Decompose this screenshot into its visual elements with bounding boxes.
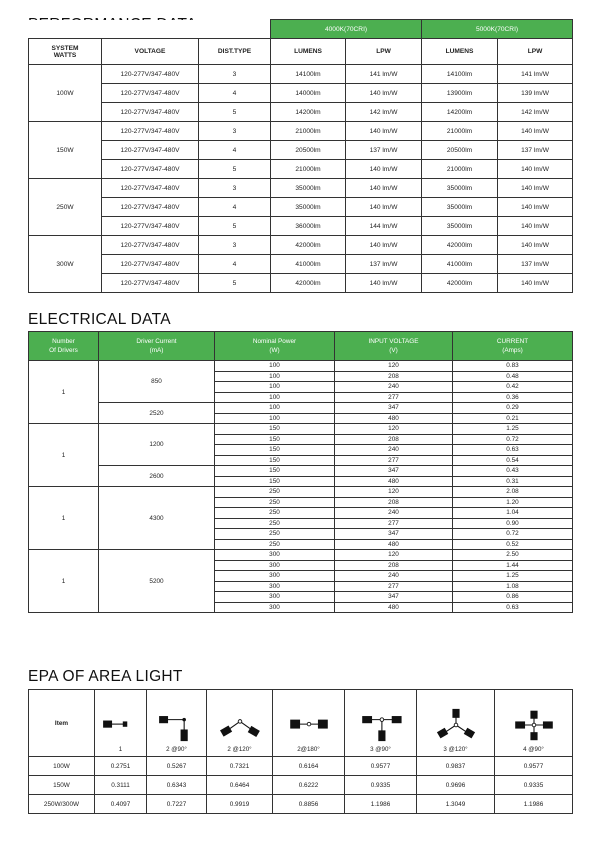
epa-value-cell: 0.6222 (273, 776, 345, 795)
performance-cell: 42000lm (271, 274, 346, 293)
epa-value-cell: 0.4097 (95, 795, 147, 814)
epa-config-label: 2 @120° (227, 746, 252, 753)
performance-row (29, 160, 573, 179)
electrical-cell: 250 (215, 539, 335, 550)
epa-config-label: 4 @90° (523, 746, 544, 753)
electrical-cell: 1.08 (453, 581, 573, 592)
performance-cell: 120-277V/347-480V (102, 236, 199, 255)
electrical-cell: 0.63 (453, 602, 573, 613)
performance-cell: 3 (199, 122, 271, 141)
epa-config-label: 3 @90° (370, 746, 391, 753)
system-watts-cell: 100W (29, 65, 102, 122)
performance-cell: 120-277V/347-480V (102, 65, 199, 84)
electrical-cell: 277 (335, 518, 453, 529)
epa-value-cell: 0.9335 (345, 776, 417, 795)
performance-cell: 14200lm (271, 103, 346, 122)
performance-cell: 42000lm (271, 236, 346, 255)
epa-config-label: 2@180° (297, 746, 320, 753)
performance-cell: 4 (199, 84, 271, 103)
performance-row (29, 255, 573, 274)
electrical-row (29, 550, 573, 561)
epa-item-header: Item (29, 690, 95, 757)
epa-value-cell: 0.9577 (345, 757, 417, 776)
epa-icon-row (29, 690, 573, 757)
electrical-cell: 1.25 (453, 424, 573, 435)
performance-cell: 140 lm/W (498, 236, 573, 255)
epa-value-cell: 0.5267 (147, 757, 207, 776)
performance-cell: 137 lm/W (346, 255, 422, 274)
performance-cell: 141 lm/W (498, 65, 573, 84)
electrical-cell: 100 (215, 382, 335, 393)
performance-cell: 35000lm (271, 198, 346, 217)
performance-cell: 140 lm/W (346, 179, 422, 198)
performance-column-header: LUMENS (422, 39, 498, 65)
epa-item-cell: 150W (29, 776, 95, 795)
performance-cell: 120-277V/347-480V (102, 217, 199, 236)
electrical-cell: 0.21 (453, 413, 573, 424)
electrical-cell: 250 (215, 497, 335, 508)
epa-config-label: 1 (118, 746, 123, 753)
electrical-cell: 120 (335, 424, 453, 435)
electrical-cell: 150 (215, 434, 335, 445)
electrical-row (29, 403, 573, 414)
epa-config-label: 2 @90° (166, 746, 187, 753)
performance-cell: 3 (199, 179, 271, 198)
performance-column-header: LPW (346, 39, 422, 65)
electrical-cell: 240 (335, 571, 453, 582)
performance-cell: 13900lm (422, 84, 498, 103)
electrical-cell: 120 (335, 487, 453, 498)
electrical-cell: 150 (215, 466, 335, 477)
system-watts-cell: 250W (29, 179, 102, 236)
electrical-cell: 120 (335, 550, 453, 561)
electrical-cell: 0.36 (453, 392, 573, 403)
epa-value-cell: 1.1986 (345, 795, 417, 814)
performance-cell: 140 lm/W (498, 179, 573, 198)
performance-row (29, 198, 573, 217)
performance-cell: 120-277V/347-480V (102, 84, 199, 103)
electrical-cell: 2.50 (453, 550, 573, 561)
epa-value-cell: 0.2751 (95, 757, 147, 776)
electrical-cell: 0.29 (453, 403, 573, 414)
electrical-cell: 150 (215, 455, 335, 466)
electrical-cell: 347 (335, 466, 453, 477)
performance-cell: 140 lm/W (346, 160, 422, 179)
performance-cell: 35000lm (422, 179, 498, 198)
electrical-cell: 250 (215, 529, 335, 540)
performance-cell: 140 lm/W (346, 122, 422, 141)
performance-cell: 120-277V/347-480V (102, 160, 199, 179)
three-at-90-icon (345, 708, 416, 742)
electrical-cell: 1.44 (453, 560, 573, 571)
performance-row (29, 122, 573, 141)
performance-cell: 42000lm (422, 274, 498, 293)
electrical-row (29, 424, 573, 435)
performance-cell: 140 lm/W (346, 84, 422, 103)
epa-config-cell (207, 690, 273, 757)
performance-cell: 41000lm (422, 255, 498, 274)
electrical-cell: 240 (335, 445, 453, 456)
electrical-cell: 0.42 (453, 382, 573, 393)
electrical-cell: 0.52 (453, 539, 573, 550)
epa-value-cell: 0.9837 (417, 757, 495, 776)
performance-row (29, 103, 573, 122)
electrical-cell: 300 (215, 602, 335, 613)
electrical-column-header: Number Of Drivers (29, 332, 99, 361)
performance-cell: 5 (199, 103, 271, 122)
performance-cell: 14100lm (422, 65, 498, 84)
epa-value-cell: 0.9696 (417, 776, 495, 795)
electrical-cell: 250 (215, 518, 335, 529)
performance-cell: 137 lm/W (346, 141, 422, 160)
electrical-cell: 208 (335, 371, 453, 382)
two-at-120-icon (207, 708, 272, 742)
electrical-cell: 300 (215, 581, 335, 592)
electrical-cell: 150 (215, 424, 335, 435)
epa-row (29, 776, 573, 795)
performance-cell: 142 lm/W (498, 103, 573, 122)
electrical-cell: 208 (335, 497, 453, 508)
electrical-cell: 0.63 (453, 445, 573, 456)
electrical-cell: 120 (335, 361, 453, 372)
epa-value-cell: 0.7321 (207, 757, 273, 776)
performance-cell: 120-277V/347-480V (102, 198, 199, 217)
epa-row (29, 757, 573, 776)
performance-cell: 139 lm/W (498, 84, 573, 103)
performance-cell: 120-277V/347-480V (102, 141, 199, 160)
drivers-cell: 1 (29, 487, 99, 550)
two-at-90-icon (147, 708, 206, 742)
epa-config-cell (417, 690, 495, 757)
epa-table (28, 689, 573, 814)
driver-current-cell: 2600 (99, 466, 215, 487)
group-header-5000k: 5000K(70CRI) (422, 20, 573, 39)
epa-config-label: 3 @120° (443, 746, 468, 753)
performance-column-header: SYSTEM WATTS (29, 39, 102, 65)
electrical-cell: 100 (215, 361, 335, 372)
electrical-cell: 0.72 (453, 529, 573, 540)
epa-value-cell: 0.3111 (95, 776, 147, 795)
performance-cell: 21000lm (271, 160, 346, 179)
performance-cell: 140 lm/W (346, 198, 422, 217)
electrical-cell: 480 (335, 476, 453, 487)
electrical-cell: 240 (335, 382, 453, 393)
performance-cell: 5 (199, 274, 271, 293)
electrical-title: ELECTRICAL DATA (28, 311, 171, 328)
performance-cell: 144 lm/W (346, 217, 422, 236)
performance-cell: 20500lm (422, 141, 498, 160)
electrical-row (29, 361, 573, 372)
three-at-120-icon (417, 708, 494, 742)
performance-cell: 21000lm (422, 122, 498, 141)
electrical-cell: 1.25 (453, 571, 573, 582)
electrical-cell: 480 (335, 602, 453, 613)
two-at-180-icon (273, 708, 344, 742)
epa-value-cell: 0.8856 (273, 795, 345, 814)
electrical-cell: 240 (335, 508, 453, 519)
epa-value-cell: 0.7227 (147, 795, 207, 814)
performance-cell: 137 lm/W (498, 141, 573, 160)
electrical-cell: 1.20 (453, 497, 573, 508)
performance-cell: 3 (199, 65, 271, 84)
performance-cell: 140 lm/W (498, 122, 573, 141)
electrical-cell: 250 (215, 508, 335, 519)
performance-row (29, 274, 573, 293)
epa-value-cell: 0.9335 (495, 776, 573, 795)
performance-cell: 5 (199, 217, 271, 236)
electrical-cell: 150 (215, 476, 335, 487)
performance-column-header: LUMENS (271, 39, 346, 65)
electrical-cell: 480 (335, 539, 453, 550)
performance-cell: 120-277V/347-480V (102, 255, 199, 274)
electrical-cell: 0.31 (453, 476, 573, 487)
electrical-cell: 347 (335, 592, 453, 603)
performance-cell: 3 (199, 236, 271, 255)
electrical-column-header: CURRENT (Amps) (453, 332, 573, 361)
electrical-cell: 0.83 (453, 361, 573, 372)
electrical-cell: 300 (215, 550, 335, 561)
performance-column-header: LPW (498, 39, 573, 65)
electrical-cell: 100 (215, 413, 335, 424)
electrical-row (29, 487, 573, 498)
performance-cell: 36000lm (271, 217, 346, 236)
performance-cell: 4 (199, 198, 271, 217)
performance-column-header: DIST.TYPE (199, 39, 271, 65)
electrical-cell: 0.90 (453, 518, 573, 529)
performance-row (29, 217, 573, 236)
performance-cell: 14200lm (422, 103, 498, 122)
performance-cell: 21000lm (271, 122, 346, 141)
electrical-cell: 277 (335, 392, 453, 403)
performance-cell: 41000lm (271, 255, 346, 274)
electrical-cell: 250 (215, 487, 335, 498)
drivers-cell: 1 (29, 361, 99, 424)
electrical-cell: 100 (215, 403, 335, 414)
electrical-cell: 150 (215, 445, 335, 456)
electrical-column-header: Nominal Power (W) (215, 332, 335, 361)
electrical-table (28, 331, 573, 613)
electrical-cell: 347 (335, 529, 453, 540)
performance-column-header: VOLTAGE (102, 39, 199, 65)
electrical-cell: 347 (335, 403, 453, 414)
electrical-cell: 0.54 (453, 455, 573, 466)
performance-cell: 21000lm (422, 160, 498, 179)
performance-row (29, 179, 573, 198)
performance-cell: 35000lm (422, 217, 498, 236)
electrical-cell: 0.86 (453, 592, 573, 603)
group-header-4000k: 4000K(70CRI) (271, 20, 422, 39)
epa-config-cell (345, 690, 417, 757)
performance-cell: 4 (199, 141, 271, 160)
electrical-cell: 100 (215, 371, 335, 382)
electrical-cell: 208 (335, 560, 453, 571)
performance-cell: 140 lm/W (498, 217, 573, 236)
electrical-cell: 480 (335, 413, 453, 424)
electrical-row (29, 466, 573, 477)
performance-cell: 140 lm/W (346, 274, 422, 293)
performance-cell: 137 lm/W (498, 255, 573, 274)
drivers-cell: 1 (29, 424, 99, 487)
performance-cell: 4 (199, 255, 271, 274)
system-watts-cell: 150W (29, 122, 102, 179)
driver-current-cell: 5200 (99, 550, 215, 613)
electrical-cell: 1.04 (453, 508, 573, 519)
performance-cell: 120-277V/347-480V (102, 274, 199, 293)
four-at-90-icon (495, 708, 572, 742)
electrical-cell: 100 (215, 392, 335, 403)
epa-item-cell: 100W (29, 757, 95, 776)
performance-cell: 120-277V/347-480V (102, 103, 199, 122)
performance-cell: 5 (199, 160, 271, 179)
performance-cell: 20500lm (271, 141, 346, 160)
epa-row (29, 795, 573, 814)
performance-cell: 140 lm/W (498, 198, 573, 217)
performance-cell: 140 lm/W (498, 274, 573, 293)
electrical-cell: 277 (335, 455, 453, 466)
single-mount-icon (95, 708, 146, 742)
driver-current-cell: 850 (99, 361, 215, 403)
performance-cell: 140 lm/W (498, 160, 573, 179)
epa-value-cell: 1.3049 (417, 795, 495, 814)
performance-cell: 120-277V/347-480V (102, 122, 199, 141)
epa-config-cell (95, 690, 147, 757)
performance-cell: 35000lm (422, 198, 498, 217)
electrical-column-header: INPUT VOLTAGE (V) (335, 332, 453, 361)
driver-current-cell: 2520 (99, 403, 215, 424)
drivers-cell: 1 (29, 550, 99, 613)
electrical-cell: 300 (215, 592, 335, 603)
performance-row (29, 236, 573, 255)
performance-cell: 14100lm (271, 65, 346, 84)
driver-current-cell: 4300 (99, 487, 215, 550)
electrical-cell: 208 (335, 434, 453, 445)
performance-table (28, 19, 573, 293)
epa-value-cell: 0.9577 (495, 757, 573, 776)
performance-cell: 14000lm (271, 84, 346, 103)
driver-current-cell: 1200 (99, 424, 215, 466)
performance-cell: 120-277V/347-480V (102, 179, 199, 198)
system-watts-cell: 300W (29, 236, 102, 293)
epa-config-cell (147, 690, 207, 757)
electrical-cell: 300 (215, 560, 335, 571)
performance-row (29, 141, 573, 160)
epa-value-cell: 0.9919 (207, 795, 273, 814)
epa-value-cell: 1.1986 (495, 795, 573, 814)
performance-cell: 141 lm/W (346, 65, 422, 84)
performance-cell: 142 lm/W (346, 103, 422, 122)
electrical-cell: 0.43 (453, 466, 573, 477)
electrical-column-header: Driver Current (mA) (99, 332, 215, 361)
electrical-cell: 0.72 (453, 434, 573, 445)
epa-value-cell: 0.6464 (207, 776, 273, 795)
electrical-cell: 277 (335, 581, 453, 592)
performance-row (29, 84, 573, 103)
epa-config-cell (273, 690, 345, 757)
epa-value-cell: 0.6164 (273, 757, 345, 776)
electrical-cell: 2.08 (453, 487, 573, 498)
epa-config-cell (495, 690, 573, 757)
epa-value-cell: 0.6343 (147, 776, 207, 795)
electrical-cell: 0.48 (453, 371, 573, 382)
epa-title: EPA OF AREA LIGHT (28, 668, 183, 685)
electrical-cell: 300 (215, 571, 335, 582)
performance-cell: 35000lm (271, 179, 346, 198)
epa-item-cell: 250W/300W (29, 795, 95, 814)
performance-row (29, 65, 573, 84)
performance-cell: 42000lm (422, 236, 498, 255)
performance-cell: 140 lm/W (346, 236, 422, 255)
